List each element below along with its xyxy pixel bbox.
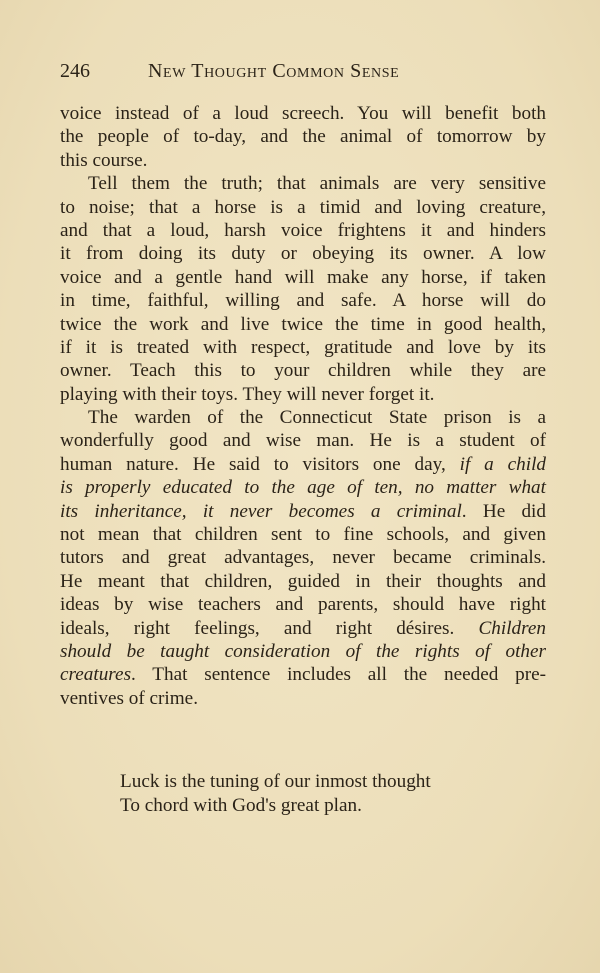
italic-text: is properly educated to the age of ten, no matter what <box>60 477 546 499</box>
text-segment: in time, faithful, willing and safe. A horse will do <box>60 290 546 312</box>
text-line <box>60 336 546 359</box>
text-segment: ideas by wise teachers and parents, should have right <box>60 594 546 616</box>
text-segment: ventives of crime. <box>60 687 198 709</box>
text-segment: Tell them the truth; that animals are very sensitive <box>88 173 546 195</box>
poem-line: Luck is the tuning of our inmost thought <box>120 771 431 792</box>
text-segment: to noise; that a horse is a timid and loving creature, <box>60 196 546 218</box>
text-line <box>60 453 546 476</box>
italic-text: creatures <box>60 664 132 686</box>
text-segment: . He did <box>461 500 546 522</box>
text-segment: tutors and great advantages, never became criminals. <box>60 547 546 569</box>
text-line <box>60 546 546 569</box>
text-line <box>60 663 546 686</box>
text-segment: playing with their toys. They will never forget it. <box>60 383 435 405</box>
running-header <box>60 60 546 86</box>
text-segment: the people of to-day, and the animal of tomorrow by <box>60 126 546 148</box>
text-segment: this course. <box>60 149 148 171</box>
text-line <box>60 242 546 265</box>
text-line <box>60 406 546 429</box>
text-line <box>60 500 546 523</box>
text-line <box>60 570 546 593</box>
text-line <box>60 359 546 382</box>
text-line <box>60 687 546 710</box>
poem-line: To chord with God's great plan. <box>120 795 362 816</box>
italic-text: Children <box>478 617 546 639</box>
text-line <box>60 102 546 125</box>
text-line <box>60 383 546 406</box>
text-segment: and that a loud, harsh voice frightens it and hinders <box>60 219 546 241</box>
text-line <box>60 313 546 336</box>
text-segment: if it is treated with respect, gratitude and love by its <box>60 336 546 358</box>
italic-text: if a child <box>459 453 546 475</box>
text-segment: He meant that children, guided in their thoughts and <box>60 570 546 592</box>
text-segment: twice the work and live twice the time in good health, <box>60 313 546 335</box>
text-line <box>60 593 546 616</box>
running-title: New Thought Common Sense <box>148 60 400 82</box>
italic-text: should be taught consideration of the rights of other <box>60 640 546 662</box>
text-line <box>60 266 546 289</box>
text-segment: owner. Teach this to your children while they are <box>60 360 546 382</box>
body-text <box>60 102 546 710</box>
text-line <box>60 289 546 312</box>
text-segment: not mean that children sent to fine schools, and given <box>60 524 546 546</box>
text-segment: human nature. He said to visitors one day, <box>60 453 460 475</box>
text-line <box>60 429 546 452</box>
text-segment: it from doing its duty or obeying its owner. A low <box>60 243 546 265</box>
text-line <box>60 219 546 242</box>
text-segment: wonderfully good and wise man. He is a student of <box>60 430 546 452</box>
text-segment: voice instead of a loud screech. You will benefit both <box>60 103 546 124</box>
text-line <box>60 523 546 546</box>
text-segment: The warden of the Connecticut State prison is a <box>88 407 546 429</box>
text-line <box>60 640 546 663</box>
text-segment: . That sentence includes all the needed pre- <box>131 664 546 686</box>
text-segment: ideals, right feelings, and right désires. <box>60 617 479 639</box>
italic-text: its inheritance, it never becomes a criminal <box>60 500 462 522</box>
page-number: 246 <box>60 60 90 82</box>
text-line <box>60 149 546 172</box>
text-line <box>60 617 546 640</box>
text-line <box>60 172 546 195</box>
text-line <box>60 476 546 499</box>
text-line <box>60 125 546 148</box>
text-line <box>60 196 546 219</box>
text-segment: voice and a gentle hand will make any horse, if taken <box>60 266 546 288</box>
poem-quote <box>120 770 431 818</box>
